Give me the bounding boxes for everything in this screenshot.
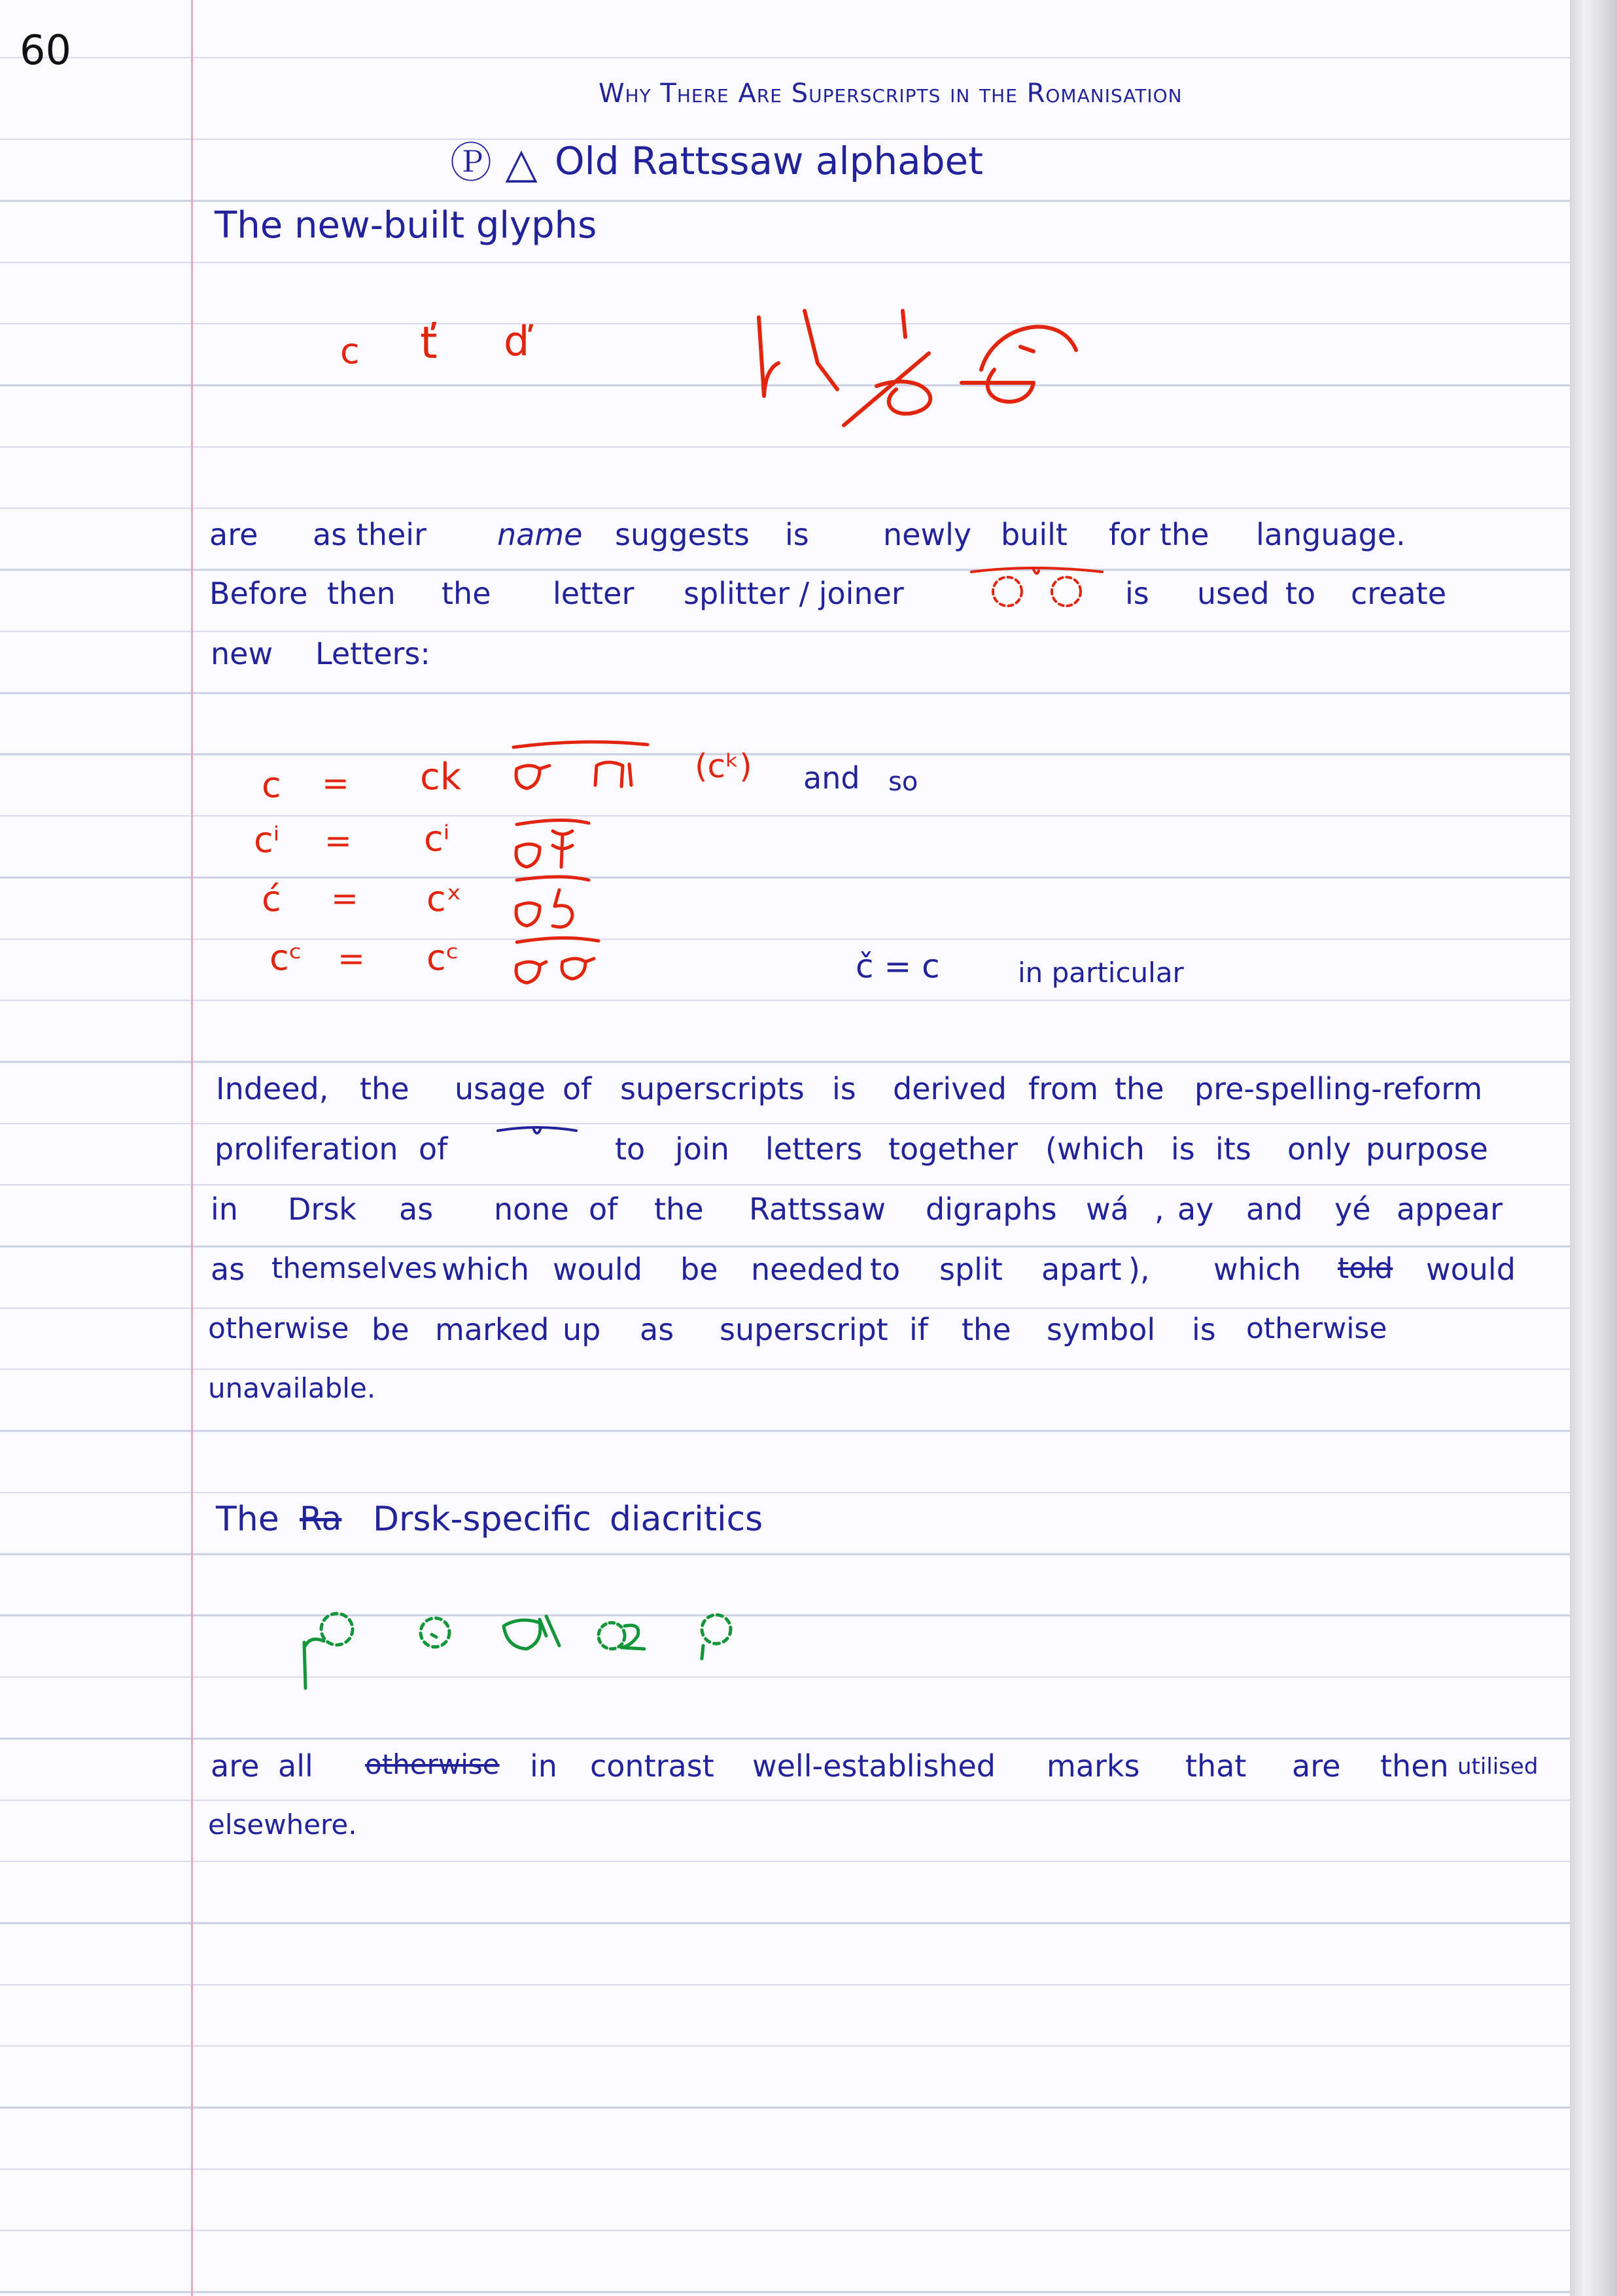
p-word: the xyxy=(360,1071,409,1106)
p-word: of xyxy=(419,1131,448,1167)
p-word: proliferation xyxy=(215,1131,398,1167)
s2-word: create xyxy=(1351,576,1447,611)
p-word: superscript xyxy=(720,1312,888,1347)
s1-word: name xyxy=(497,517,583,552)
equation-rhs: cˣ xyxy=(426,878,462,919)
drsk-diacritics-drawing xyxy=(298,1597,769,1695)
p-word: Drsk xyxy=(288,1192,356,1227)
p-word: as xyxy=(399,1192,434,1227)
equation-superscript-note: (cᵏ) xyxy=(695,747,752,785)
s2-word: is xyxy=(1125,576,1149,611)
p-word: together xyxy=(888,1131,1018,1167)
p-word: the xyxy=(654,1192,704,1227)
equation-equals: = xyxy=(324,822,352,860)
p-word: of xyxy=(589,1192,618,1227)
s2-word: to xyxy=(1285,576,1316,611)
c-word-struck: otherwise xyxy=(365,1748,500,1780)
c-word: in xyxy=(530,1748,557,1784)
p-word: Rattssaw xyxy=(749,1192,886,1227)
glyph-t-caron: ť xyxy=(420,317,438,369)
page-header-title: Why There Are Superscripts in the Romanisation xyxy=(599,79,1183,109)
p-word: only xyxy=(1287,1131,1351,1167)
p-word: appear xyxy=(1397,1192,1503,1227)
equation-lhs: cᶜ xyxy=(270,937,302,978)
c-word: elsewhere. xyxy=(208,1809,357,1841)
p-word: and xyxy=(1246,1192,1303,1227)
notebook-binding-edge xyxy=(1570,0,1617,2296)
p-word: up xyxy=(563,1312,601,1347)
glyph-c: c xyxy=(340,330,360,372)
c-word: are xyxy=(211,1748,260,1784)
p-word: be xyxy=(680,1252,718,1287)
p-word: apart xyxy=(1041,1252,1122,1287)
p-word: is xyxy=(1192,1312,1216,1347)
section2-heading-start: The xyxy=(216,1500,279,1539)
s2-word: letter xyxy=(553,576,635,611)
equation-rhs: ck xyxy=(420,756,462,798)
s2-word: the xyxy=(442,576,491,611)
s1-word: is xyxy=(785,517,809,552)
page-number: 60 xyxy=(20,26,71,74)
margin-line xyxy=(191,0,193,2296)
equation-rhs: cᶜ xyxy=(426,937,459,978)
p-word: as xyxy=(640,1312,674,1347)
s1-word: built xyxy=(1001,517,1068,552)
p-word: be xyxy=(372,1312,409,1347)
glyph-d-caron: ď xyxy=(504,317,530,365)
s1-word: are xyxy=(209,517,258,552)
p-word: in xyxy=(211,1192,238,1227)
s3-word: new xyxy=(211,636,273,671)
joiner-symbol-inline xyxy=(495,1124,580,1144)
equation-and: and xyxy=(803,760,860,796)
s1-word: suggests xyxy=(615,517,750,552)
s2-word: used xyxy=(1197,576,1270,611)
particular-formula: č = c xyxy=(856,947,940,985)
p-word: pre-spelling-reform xyxy=(1194,1071,1483,1106)
c-word: all xyxy=(278,1748,313,1784)
s2-word: splitter / joiner xyxy=(684,576,904,611)
p-word: to xyxy=(615,1131,646,1167)
splitter-joiner-symbol xyxy=(968,564,1105,613)
p-word: unavailable. xyxy=(208,1372,376,1404)
header-circled-marks: Ⓟ △ xyxy=(450,139,538,188)
p-word: is xyxy=(832,1071,856,1106)
p-word: would xyxy=(1426,1252,1516,1287)
equation-equals: = xyxy=(331,879,358,917)
p-word: needed xyxy=(751,1252,864,1287)
p-word: Indeed, xyxy=(216,1071,329,1106)
equation-lhs: cⁱ xyxy=(254,819,280,860)
section2-heading-struck: Ra xyxy=(300,1500,342,1538)
p-word: would xyxy=(553,1252,642,1287)
page-subtitle: Old Rattssaw alphabet xyxy=(555,139,983,183)
p-word: the xyxy=(1115,1071,1164,1106)
c-word: well-established xyxy=(752,1748,996,1784)
p-word: from xyxy=(1028,1071,1099,1106)
c-word: marks xyxy=(1047,1748,1140,1784)
p-word: (which xyxy=(1045,1131,1145,1167)
c-word: that xyxy=(1185,1748,1247,1784)
p-word: derived xyxy=(893,1071,1007,1106)
p-word: its xyxy=(1215,1131,1251,1167)
p-word: which xyxy=(442,1252,530,1287)
p-word: yé xyxy=(1334,1192,1371,1227)
c-word: are xyxy=(1292,1748,1341,1784)
p-word: themselves xyxy=(271,1252,438,1285)
c-word: utilised xyxy=(1457,1754,1539,1780)
p-word: , xyxy=(1155,1192,1164,1227)
equation-so: so xyxy=(888,767,918,797)
equation-lhs: ć xyxy=(262,878,281,919)
p-word: otherwise xyxy=(208,1312,349,1345)
p-word: ay xyxy=(1177,1192,1214,1227)
equation-lhs: c xyxy=(262,764,281,805)
equation-equals: = xyxy=(322,764,349,802)
rattssaw-equation-glyphs xyxy=(510,739,667,988)
p-word: usage xyxy=(455,1071,546,1106)
s1-word: newly xyxy=(883,517,972,552)
s1-word: as their xyxy=(313,517,426,552)
particular-note: in particular xyxy=(1018,957,1184,989)
equation-equals: = xyxy=(338,940,365,978)
p-word: wá xyxy=(1086,1192,1129,1227)
p-word: superscripts xyxy=(620,1071,805,1106)
s2-word: then xyxy=(327,576,396,611)
s1-word: for the xyxy=(1109,517,1209,552)
p-word: to xyxy=(870,1252,901,1287)
p-word: marked xyxy=(435,1312,549,1347)
p-word: digraphs xyxy=(926,1192,1057,1227)
p-word: if xyxy=(909,1312,928,1347)
c-word: then xyxy=(1380,1748,1449,1784)
s2-word: Before xyxy=(209,576,308,611)
p-word: symbol xyxy=(1047,1312,1156,1347)
p-word: is xyxy=(1171,1131,1195,1167)
section2-heading-end: diacritics xyxy=(610,1500,763,1539)
p-word: join xyxy=(675,1131,729,1167)
p-word: of xyxy=(563,1071,592,1106)
p-word: purpose xyxy=(1366,1131,1488,1167)
p-word-struck: told xyxy=(1338,1252,1393,1285)
p-word: none xyxy=(494,1192,569,1227)
p-word: as xyxy=(211,1252,245,1287)
section2-heading-main: Drsk-specific xyxy=(373,1500,591,1539)
p-word: letters xyxy=(765,1131,863,1167)
p-word: ), xyxy=(1128,1252,1150,1287)
p-word: which xyxy=(1213,1252,1302,1287)
p-word: otherwise xyxy=(1246,1312,1387,1345)
p-word: split xyxy=(939,1252,1003,1287)
s3-word: Letters: xyxy=(315,636,430,671)
c-word: contrast xyxy=(590,1748,714,1784)
s1-word: language. xyxy=(1256,517,1406,552)
section-heading-new-glyphs: The new-built glyphs xyxy=(215,204,597,247)
equation-rhs: cⁱ xyxy=(424,818,450,859)
p-word: the xyxy=(962,1312,1011,1347)
rattssaw-new-glyphs-drawing xyxy=(746,298,1086,448)
